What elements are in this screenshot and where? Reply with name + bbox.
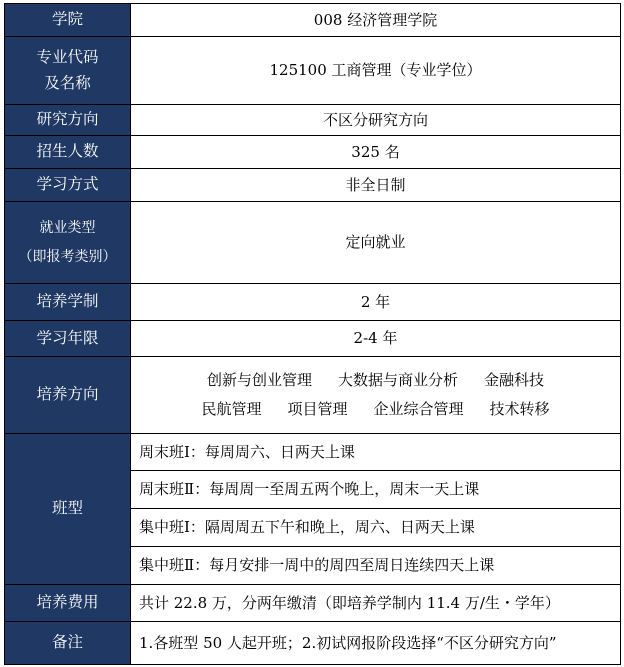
employment-label-line2: （即报考类别）	[18, 249, 117, 265]
major-label	[5, 37, 131, 105]
employment-label	[5, 202, 131, 284]
study-mode-value: 非全日制	[131, 169, 621, 202]
class-type-label: 班型	[5, 434, 131, 585]
direction-item: 技术转移	[489, 400, 550, 418]
row-enrollment	[5, 136, 621, 169]
training-directions-line1	[131, 373, 620, 388]
training-directions-line2	[131, 402, 620, 417]
fee-value: 共计 22.8 万，分两年缴清（即培养学制内 11.4 万/生・学年）	[131, 585, 621, 622]
fee-label: 培养费用	[5, 585, 131, 622]
direction-value: 不区分研究方向	[131, 105, 621, 136]
employment-label-line1: 就业类型	[39, 220, 96, 236]
row-employment	[5, 202, 621, 284]
major-label-line2: 及名称	[44, 74, 91, 92]
employment-value: 定向就业	[131, 202, 621, 284]
row-class-type-1	[5, 434, 621, 471]
row-years-limit	[5, 321, 621, 357]
major-label-line1: 专业代码	[36, 47, 99, 66]
row-fee	[5, 585, 621, 622]
direction-label: 研究方向	[5, 105, 131, 136]
notes-value: 1.各班型 50 人起开班；2.初试网报阶段选择“不区分研究方向”	[131, 622, 621, 665]
direction-item: 创新与创业管理	[206, 371, 312, 389]
row-duration	[5, 284, 621, 321]
class-type-item: 周末班Ⅰ：每周周六、日两天上课	[131, 434, 621, 471]
notes-label: 备注	[5, 622, 131, 665]
direction-item: 项目管理	[287, 400, 348, 418]
enrollment-label: 招生人数	[5, 136, 131, 169]
enrollment-value: 325 名	[131, 136, 621, 169]
study-mode-label: 学习方式	[5, 169, 131, 202]
training-directions-label: 培养方向	[5, 357, 131, 434]
direction-item: 民航管理	[201, 400, 262, 418]
years-limit-value: 2-4 年	[131, 321, 621, 357]
class-type-item: 周末班Ⅱ：每周周一至周五两个晚上，周末一天上课	[131, 471, 621, 509]
row-training-directions	[5, 357, 621, 434]
direction-item: 企业综合管理	[373, 400, 464, 418]
row-notes	[5, 622, 621, 665]
row-direction	[5, 105, 621, 136]
major-value: 125100 工商管理（专业学位）	[131, 37, 621, 105]
duration-label: 培养学制	[5, 284, 131, 321]
class-type-item: 集中班Ⅰ：隔周周五下午和晚上，周六、日两天上课	[131, 509, 621, 547]
duration-value: 2 年	[131, 284, 621, 321]
row-college	[5, 4, 621, 37]
direction-item: 大数据与商业分析	[337, 371, 458, 389]
years-limit-label: 学习年限	[5, 321, 131, 357]
admissions-info-table	[4, 3, 621, 665]
row-study-mode	[5, 169, 621, 202]
direction-item: 金融科技	[484, 371, 545, 389]
class-type-item: 集中班Ⅱ：每月安排一周中的周四至周日连续四天上课	[131, 547, 621, 585]
college-label: 学院	[5, 4, 131, 37]
training-directions-value	[131, 357, 621, 434]
college-value: 008 经济管理学院	[131, 4, 621, 37]
row-major	[5, 37, 621, 105]
